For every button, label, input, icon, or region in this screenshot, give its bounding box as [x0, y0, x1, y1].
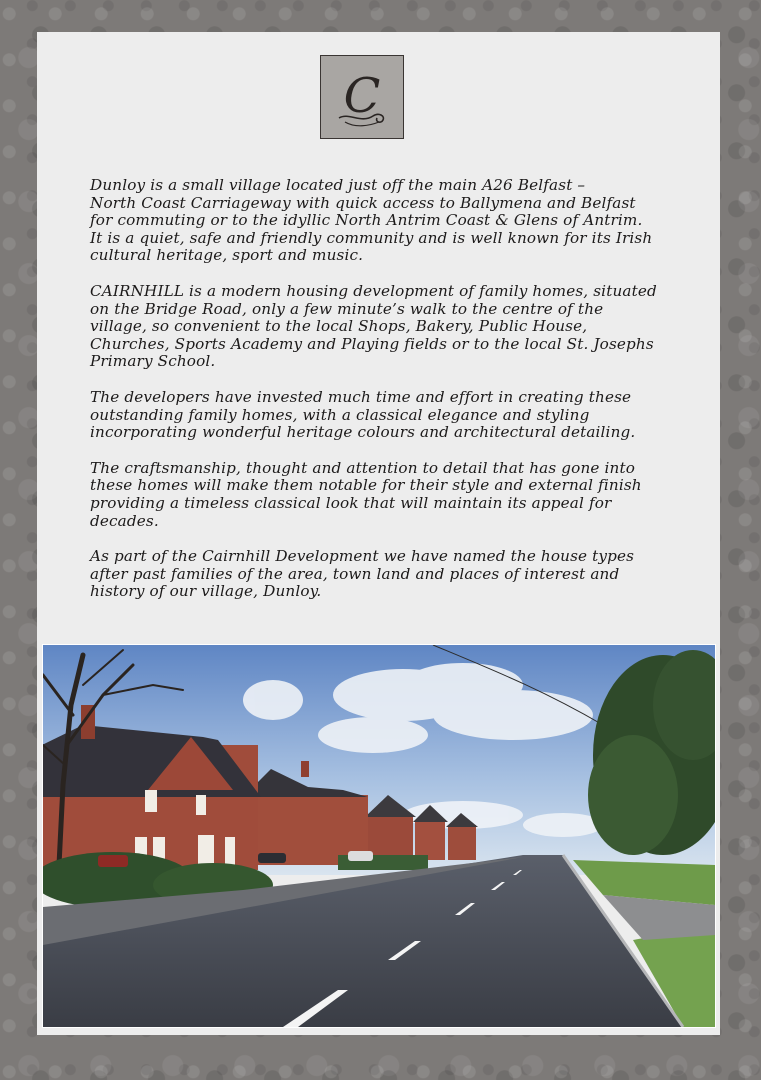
paragraph-craftsmanship: The craftsmanship, thought and attention to detail that has gone into these homes will make them notable for their style and external finish providing a timeless classical look that will maintain its appeal for decades.	[90, 458, 642, 530]
logo-letter: C	[343, 68, 381, 124]
logo-monogram-icon	[321, 56, 403, 138]
paragraph-developers: The developers have invested much time and effort in creating these outstanding family homes, with a classical elegance and styling incorporating wonderful heritage colours and architectural detailing.	[90, 387, 636, 442]
street-scene-image	[43, 645, 715, 1027]
development-photo	[42, 644, 716, 1028]
paragraph-cairnhill: CAIRNHILL is a modern housing development of family homes, situated on the Bridge Road, only a few minute’s walk to the centre of the village, so convenient to the local Shops, Bakery, Public House, Churches, Sports Academy and Playing fields or to the local St. Josephs Primary School.	[90, 281, 657, 371]
page-panel	[37, 32, 720, 1035]
paragraph-house-types: As part of the Cairnhill Development we have named the house types after past families of the area, town land and places of interest and history of our village, Dunloy.	[90, 547, 635, 601]
intro-text	[90, 177, 680, 619]
cairnhill-logo	[320, 55, 404, 139]
paragraph-dunloy: Dunloy is a small village located just off the main A26 Belfast – North Coast Carriageway with quick access to Ballymena and Belfast for commuting or to the idyllic North Antrim Coast & Glens of Antrim. It is a quiet, safe and friendly community and is well known for its Irish cultural heritage, sport and music.	[90, 176, 653, 265]
